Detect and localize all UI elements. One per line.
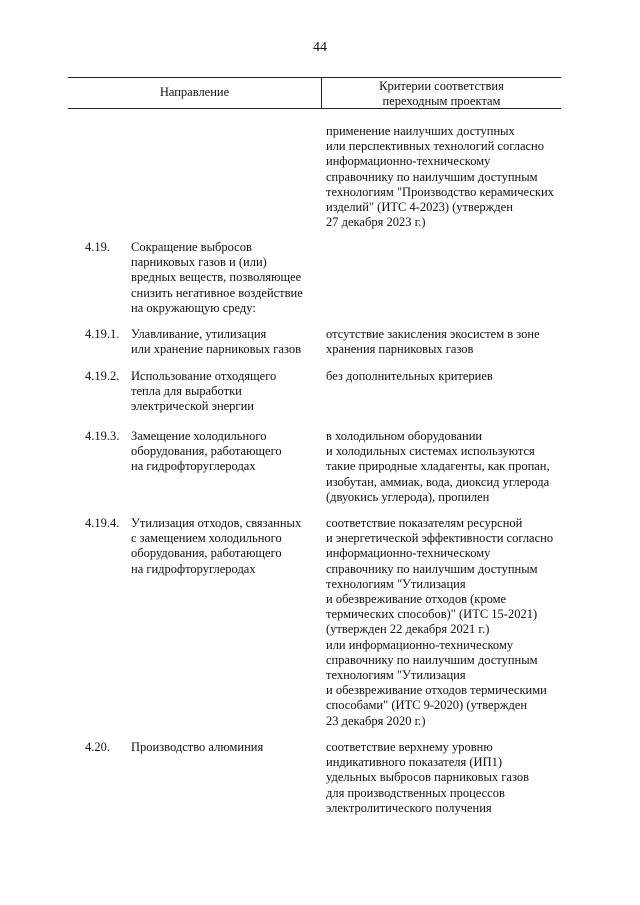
row-number: 4.19.2.: [85, 369, 120, 383]
row-direction: Утилизация отходов, связанных с замещением холодильного оборудования, работающего на гидрофторуглеродах: [131, 516, 302, 576]
row-number: 4.19.4.: [85, 516, 120, 530]
row-criteria: соответствие верхнему уровню индикативного показателя (ИП1) удельных выбросов парниковых газов для производственных процессов электролитического получения: [326, 740, 529, 815]
row-direction: Улавливание, утилизация или хранение парниковых газов: [131, 327, 302, 357]
table-top-rule: [68, 77, 561, 78]
header-direction: Направление: [159, 85, 230, 99]
row-direction: Производство алюминия: [131, 740, 264, 754]
row-number: 4.20.: [85, 740, 110, 754]
row-direction: Использование отходящего тепла для выработки электрической энергии: [131, 369, 277, 414]
header-bottom-rule: [68, 108, 561, 109]
row-number: 4.19.3.: [85, 429, 120, 443]
page-number: 44: [313, 40, 327, 55]
row-direction: Замещение холодильного оборудования, работающего на гидрофторуглеродах: [131, 429, 282, 474]
header-criteria: Критерии соответствия переходным проектам: [379, 79, 504, 108]
row-direction: Сокращение выбросов парниковых газов и (или) вредных веществ, позволяющее снизить негативное воздействие на окружающую среду:: [131, 240, 303, 315]
row-criteria: в холодильном оборудовании и холодильных системах используются такие природные хладагенты, как пропан, изобутан, аммиак, вода, диоксид углерода (двуокись углерода), пропилен: [326, 429, 550, 504]
row-criteria: без дополнительных критериев: [326, 369, 493, 383]
row-number: 4.19.1.: [85, 327, 120, 341]
row-criteria: отсутствие закисления экосистем в зоне хранения парниковых газов: [326, 327, 540, 357]
row-number: 4.19.: [85, 240, 110, 254]
row-criteria: применение наилучших доступных или перспективных технологий согласно информационно-техническому справочнику по наилучшим доступным технологиям "Производство керамических изделий" (ИТС 4-2023) (утвержден 27 декабря 2023 г.): [326, 124, 554, 230]
row-criteria: соответствие показателям ресурсной и энергетической эффективности согласно информационно-техническому справочнику по наилучшим доступным технологиям "Утилизация и обезвреживание отходов (кроме термических способов)" (ИТС 15-2021) (утвержден 22 декабря 2021 г.) или информационно-техническому справочнику по наилучшим доступным технологиям "Утилизация и обезвреживание отходов термическими способами" (ИТС 9-2020) (утвержден 23 декабря 2020 г.): [326, 516, 554, 728]
